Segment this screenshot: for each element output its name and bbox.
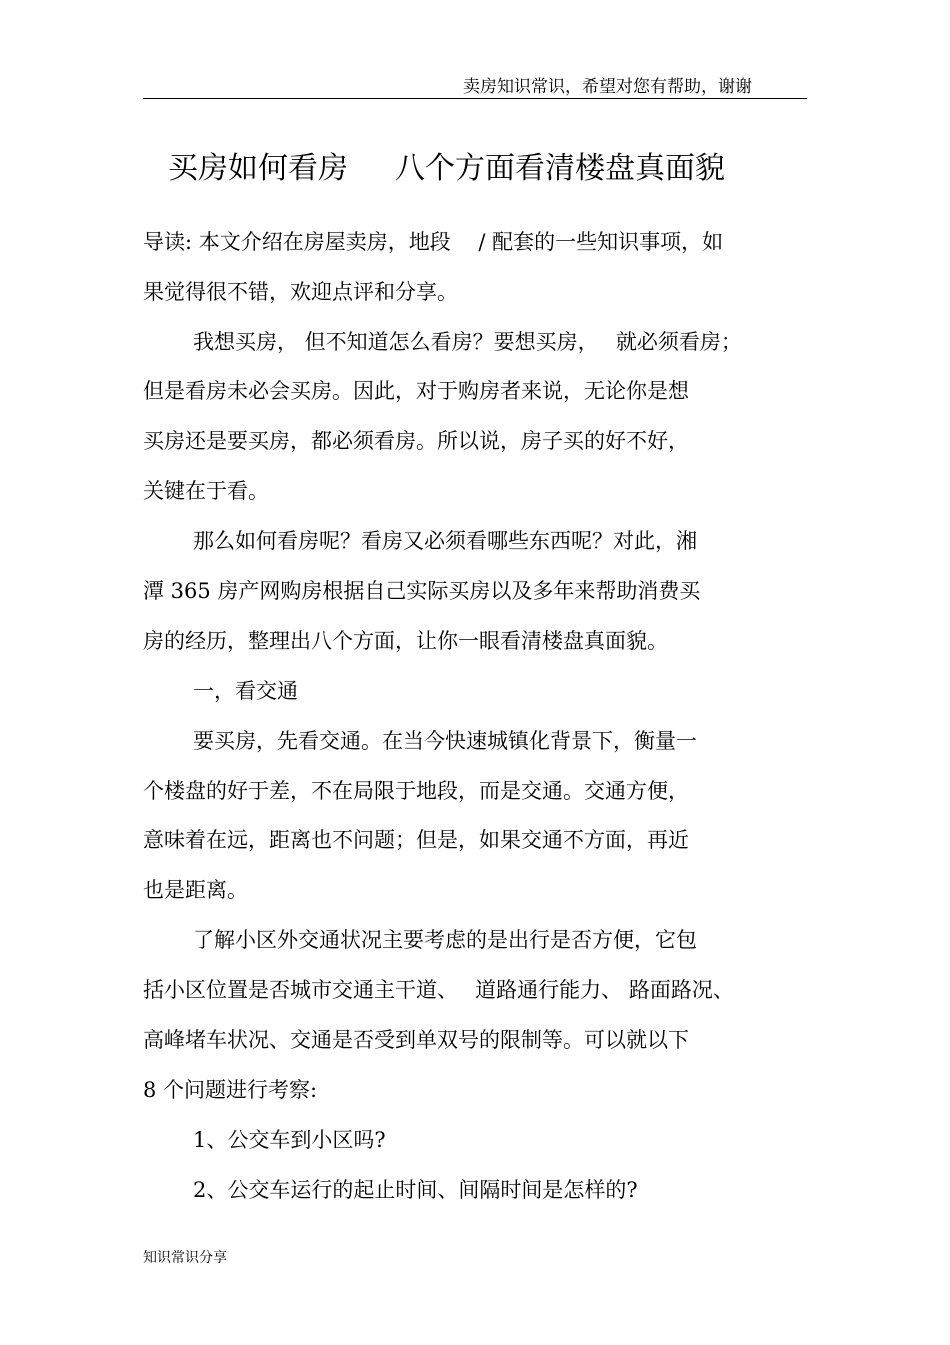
title-part-1: 买房如何看房: [168, 151, 348, 186]
page-footer: 知识常识分享: [143, 1250, 227, 1266]
body-line: 要买房，先看交通。在当今快速城镇化背景下，衡量一: [193, 729, 697, 753]
body-line: 也是距离。: [143, 878, 248, 902]
body-line: 但是看房未必会买房。因此，对于购房者来说，无论你是想: [143, 379, 689, 403]
header-text: 卖房知识常识，希望对您有帮助，谢谢: [463, 77, 752, 97]
body-line: 导读: 本文介绍在房屋卖房，地段 / 配套的一些知识事项，如: [143, 230, 724, 254]
list-item: 1、公交车到小区吗?: [193, 1128, 386, 1152]
body-line: 果觉得很不错，欢迎点评和分享。: [143, 280, 458, 304]
body-line: 关键在于看。: [143, 479, 269, 503]
body-line: 高峰堵车状况、交通是否受到单双号的限制等。可以就以下: [143, 1028, 689, 1052]
body-line: 括小区位置是否城市交通主干道、 道路通行能力、 路面路况、: [143, 978, 734, 1002]
body-line: 了解小区外交通状况主要考虑的是出行是否方便，它包: [193, 928, 697, 952]
body-line: 买房还是要买房，都必须看房。所以说，房子买的好不好，: [143, 429, 689, 453]
body-line: 潭 365 房产网购房根据自己实际买房以及多年来帮助消费买: [143, 579, 701, 603]
list-item: 2、公交车运行的起止时间、间隔时间是怎样的?: [193, 1178, 638, 1202]
page-header: [143, 70, 807, 99]
body-line: 个楼盘的好于差，不在局限于地段，而是交通。交通方便，: [143, 779, 689, 803]
section-heading: 一，看交通: [193, 679, 298, 703]
body-line: 意味着在远，距离也不问题；但是，如果交通不方面，再近: [143, 828, 689, 852]
body-line: 房的经历，整理出八个方面，让你一眼看清楼盘真面貌。: [143, 629, 668, 653]
body-line: 那么如何看房呢？看房又必须看哪些东西呢？对此，湘: [193, 529, 697, 553]
title-part-2: 八个方面看清楼盘真面貌: [395, 151, 725, 186]
body-line: 我想买房， 但不知道怎么看房？要想买房， 就必须看房；: [193, 330, 742, 354]
body-line: 8 个问题进行考察:: [143, 1078, 318, 1102]
